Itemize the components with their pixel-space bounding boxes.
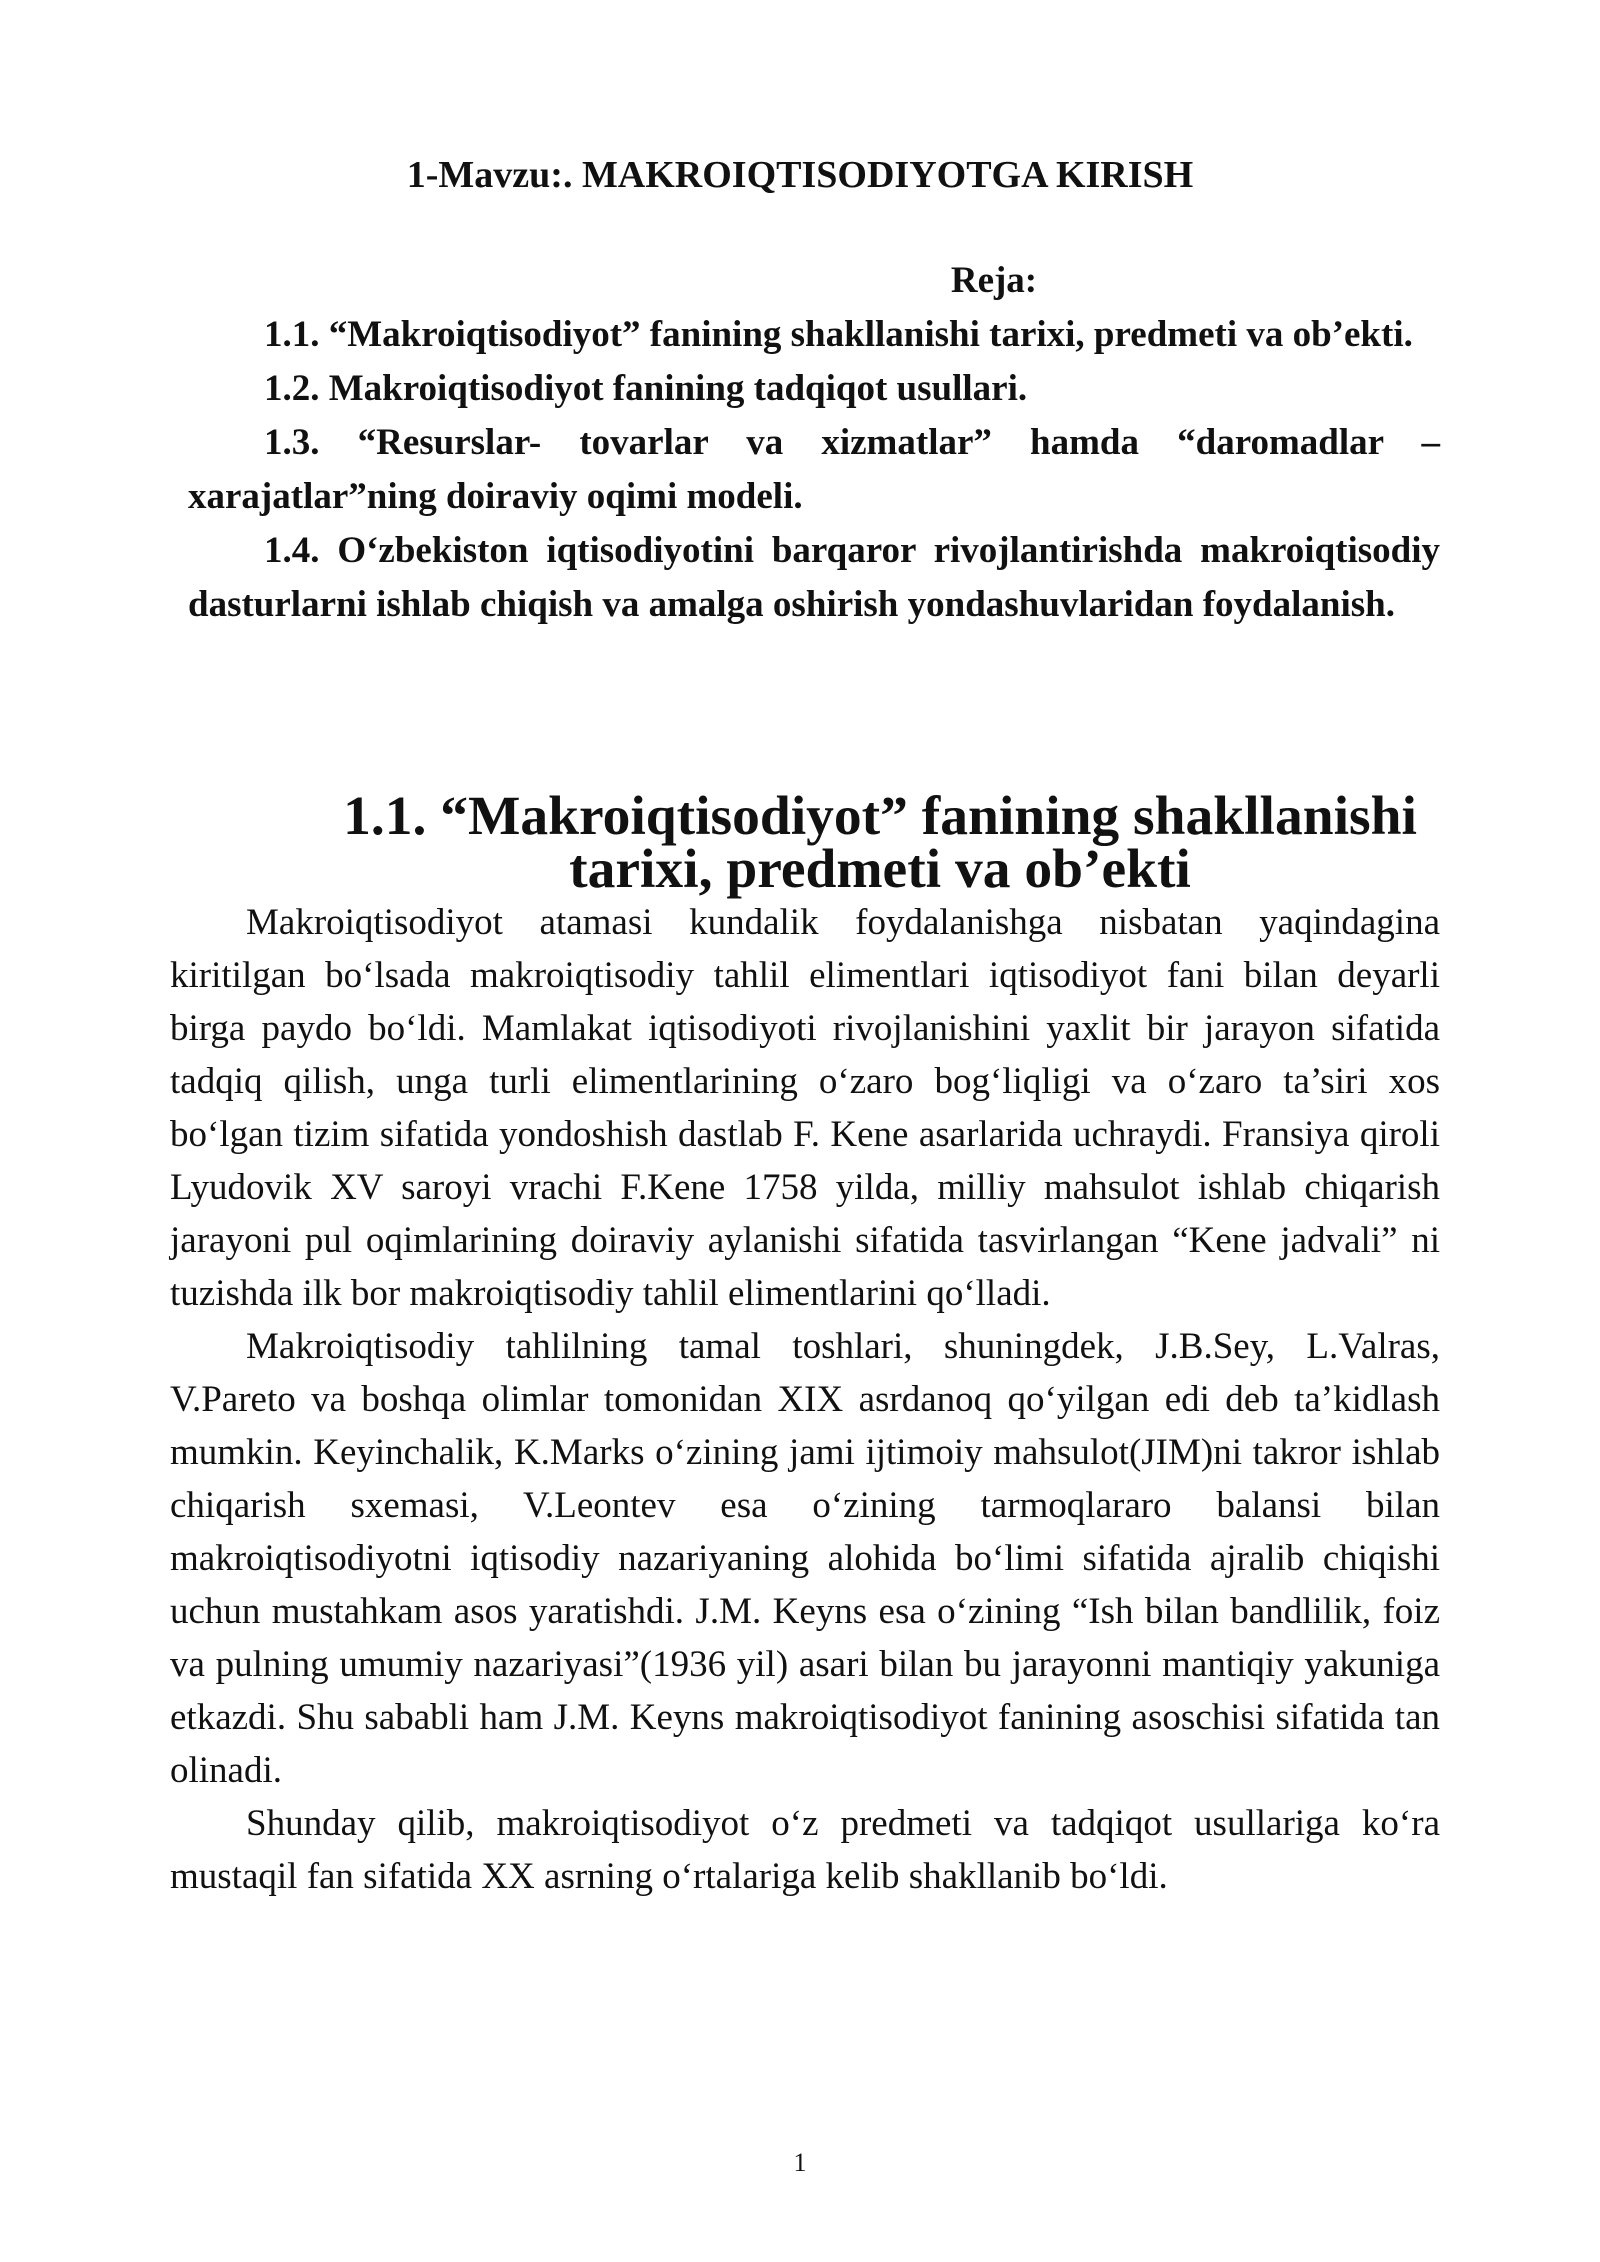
section-heading: 1.1. “Makroiqtisodiyot” fanining shakllanishi tarixi, predmeti va ob’ekti [343, 786, 1417, 900]
plan-item: 1.3. “Resurslar- tovarlar va xizmatlar” hamda “daromadlar – xarajatlar”ning doiraviy oqimi modeli. [188, 422, 1440, 517]
section-1-1 [170, 786, 1440, 1903]
page-number: 1 [793, 2148, 807, 2177]
topic-title: 1-Mavzu:. MAKROIQTISODIYOTGA KIRISH [406, 154, 1194, 196]
plan-heading: Reja: [950, 260, 1038, 301]
plan-item: 1.1. “Makroiqtisodiyot” fanining shakllanishi tarixi, predmeti va ob’ekti. [264, 314, 1413, 355]
plan-item: 1.2. Makroiqtisodiyot fanining tadqiqot usullari. [264, 368, 1028, 409]
plan-item: 1.4. O‘zbekiston iqtisodiyotini barqaror rivojlantirishda makroiqtisodiy dasturlarni ishlab chiqish va amalga oshirish yondashuvlaridan foydalanish. [188, 530, 1440, 625]
body-paragraph: Makroiqtisodiy tahlilning tamal toshlari, shuningdek, J.B.Sey, L.Valras, V.Pareto va boshqa olimlar tomonidan XIX asrdanoq qo‘yilgan edi deb ta’kidlash mumkin. Keyinchalik, K.Marks o‘zining jami ijtimoiy mahsulot(JIM)ni takror ishlab chiqarish sxemasi, V.Leontev esa o‘zining tarmoqlararo balansi bilan makroiqtisodiyotni iqtisodiy nazariyaning alohida bo‘limi sifatida ajralib chiqishi uchun mustahkam asos yaratishdi. J.M. Keyns esa o‘zining “Ish bilan bandlilik, foiz va pulning umumiy nazariyasi”(1936 yil) asari bilan bu jarayonni mantiqiy yakuniga etkazdi. Shu sababli ham J.M. Keyns makroiqtisodiyot fanining asoschisi sifatida tan olinadi. [170, 1326, 1440, 1791]
plan-block [188, 254, 1440, 632]
body-paragraph: Shunday qilib, makroiqtisodiyot o‘z predmeti va tadqiqot usullariga ko‘ra mustaqil fan sifatida XX asrning o‘rtalariga kelib shakllanib bo‘ldi. [170, 1803, 1440, 1897]
body-paragraph: Makroiqtisodiyot atamasi kundalik foydalanishga nisbatan yaqindagina kiritilgan bo‘lsada makroiqtisodiy tahlil elimentlari iqtisodiyot fani bilan deyarli birga paydo bo‘ldi. Mamlakat iqtisodiyoti rivojlanishini yaxlit bir jarayon sifatida tadqiq qilish, unga turli elimentlarining o‘zaro bog‘liqligi va o‘zaro ta’siri xos bo‘lgan tizim sifatida yondoshish dastlab F. Kene asarlarida uchraydi. Fransiya qiroli Lyudovik XV saroyi vrachi F.Kene 1758 yilda, milliy mahsulot ishlab chiqarish jarayoni pul oqimlarining doiraviy aylanishi sifatida tasvirlangan “Kene jadvali” ni tuzishda ilk bor makroiqtisodiy tahlil elimentlarini qo‘lladi. [170, 902, 1440, 1314]
